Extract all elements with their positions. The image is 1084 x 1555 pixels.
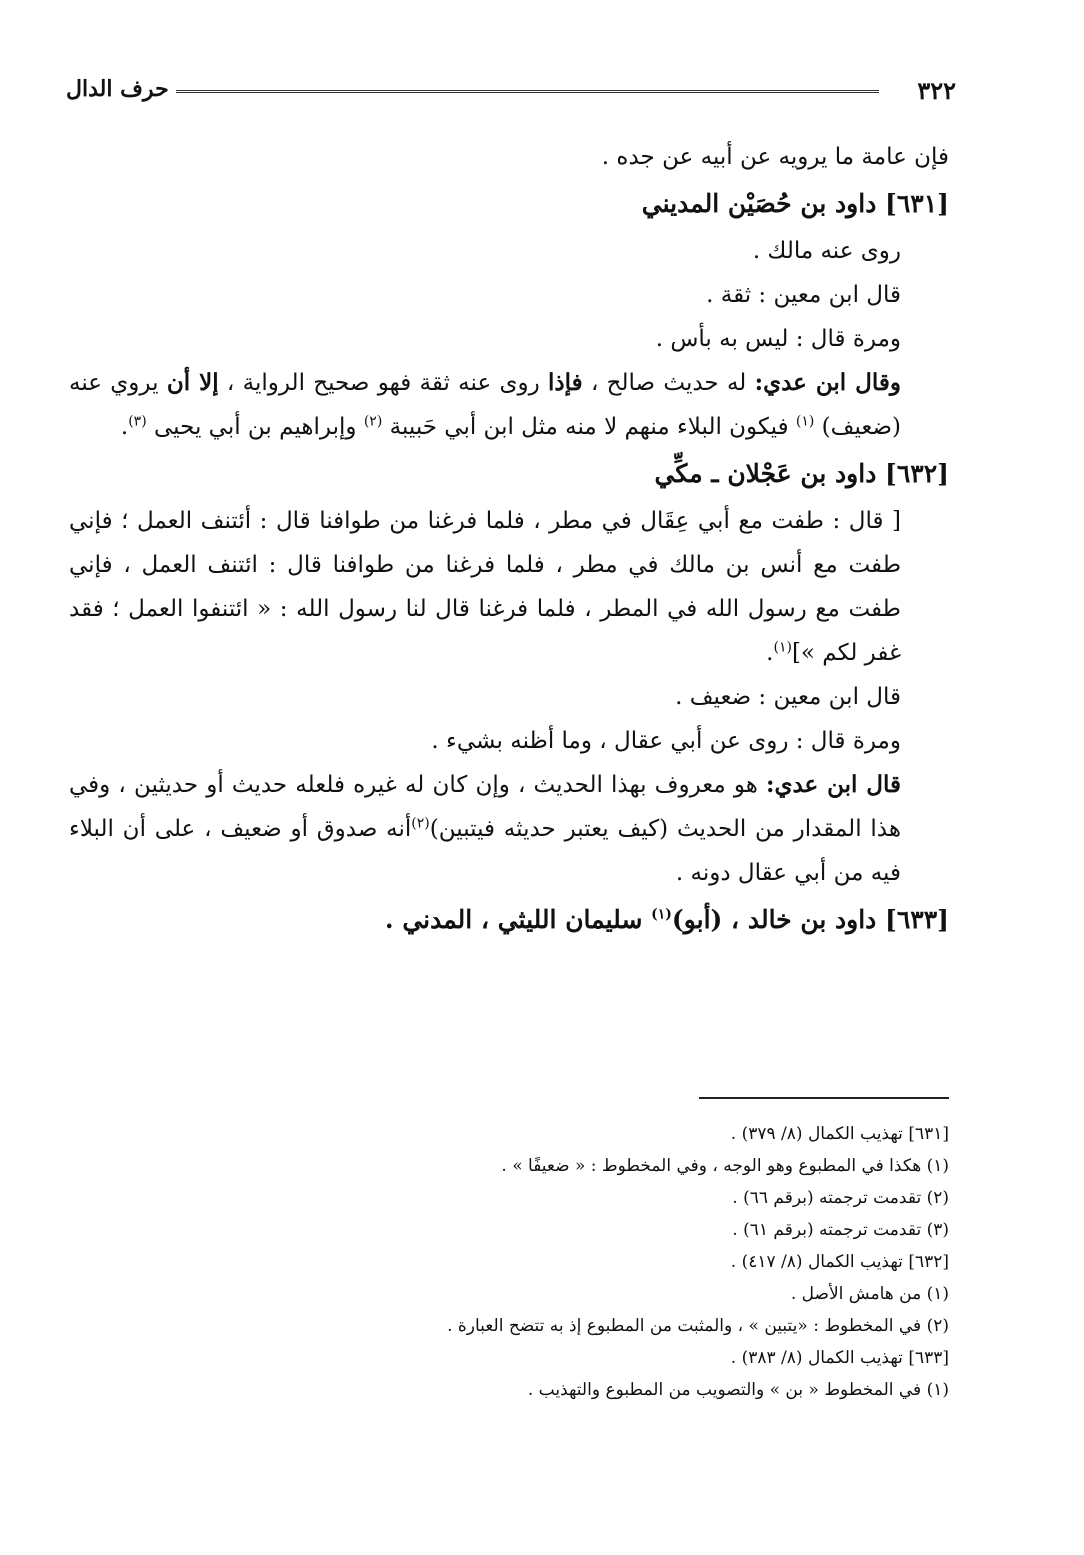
text-run: هو معروف بهذا الحديث ، وإن كان له غيره فلعله حديث أو حديثين ، وفي هذا المقدار من الحديث (كيف يعتبر حديثه فيتبين): [69, 772, 901, 842]
page-number: ٣٢٢: [917, 76, 956, 105]
footnote: [٦٣١] تهذيب الكمال (٨/ ٣٧٩) .: [730, 1124, 949, 1144]
footnote-ref[interactable]: (١): [795, 413, 815, 430]
text-run: .: [120, 414, 129, 440]
text-run: [٦٣٣] داود بن خالد ، (أبو): [671, 905, 949, 934]
entry-631-ibn-adi: [69, 361, 949, 449]
entry-631-line: روى عنه مالك .: [752, 238, 901, 264]
ibn-adi-label: وقال ابن عدي:: [754, 369, 902, 396]
main-text: [69, 135, 949, 945]
text-run: يروي عنه (ضعيف): [69, 370, 901, 440]
text-run-bold: إلا أن: [166, 369, 219, 396]
entry-632-line: ومرة قال : روى عن أبي عقال ، وما أظنه بشيء .: [431, 728, 901, 754]
footnote: [٦٣٣] تهذيب الكمال (٨/ ٣٨٣) .: [730, 1348, 949, 1368]
chapter-title: حرف الدال: [66, 76, 169, 102]
footnote: (٣) تقدمت ترجمته (برقم ٦١) .: [732, 1220, 949, 1240]
entry-631-line: قال ابن معين : ثقة .: [706, 282, 901, 308]
text-run: سليمان الليثي ، المدني .: [384, 905, 652, 934]
header-rule: [176, 90, 879, 93]
text-run: [ قال : طفت مع أبي عِقَال في مطر ، فلما فرغنا من طوافنا قال : أئتنف العمل ؛ فإني طفت مع أنس بن مالك في مطر ، فلما فرغنا من طوافنا قال : ائتنف العمل ، فإني طفت مع رسول الله في المطر ، فلما فرغنا قال لنا رسول الله : « ائتنفوا العمل ؛ فقد غفر لكم »]: [69, 508, 901, 666]
footnote-ref[interactable]: (٣): [128, 413, 147, 430]
text-run: فيكون البلاء منهم لا منه مثل ابن أبي حَبيبة: [382, 414, 796, 440]
ibn-adi-label: قال ابن عدي:: [765, 771, 901, 798]
entry-632-line: قال ابن معين : ضعيف .: [675, 684, 901, 710]
footnote: (١) هكذا في المطبوع وهو الوجه ، وفي المخطوط : « ضعيفًا » .: [501, 1156, 949, 1176]
footnote: (١) من هامش الأصل .: [790, 1284, 949, 1304]
footnote: (٢) في المخطوط : «يتبين » ، والمثبت من المطبوع إذ به تتضح العبارة .: [447, 1316, 949, 1336]
text-run: وإبراهيم بن أبي يحيى: [146, 414, 364, 440]
footnote-ref[interactable]: (١): [651, 906, 672, 923]
text-run: .: [766, 640, 774, 666]
footnote-separator: [699, 1097, 949, 1099]
footnotes: [69, 1118, 949, 1406]
footnote: (٢) تقدمت ترجمته (برقم ٦٦) .: [732, 1188, 949, 1208]
entry-632-heading: [٦٣٢] داود بن عَجْلان ـ مكِّي: [654, 459, 949, 488]
footnote-ref[interactable]: (٢): [363, 413, 383, 430]
entry-631-heading: [٦٣١] داود بن حُصَيْن المديني: [641, 189, 949, 218]
text-run: أنه صدوق أو ضعيف ، على أن البلاء فيه من أبي عقال دونه .: [69, 816, 901, 886]
text-run: له حديث صالح ،: [582, 370, 755, 396]
text-run: روى عنه ثقة فهو صحيح الرواية ،: [218, 370, 548, 396]
text-run-bold: فإذا: [548, 369, 583, 396]
intro-line: فإن عامة ما يرويه عن أبيه عن جده .: [601, 144, 949, 170]
entry-631-line: ومرة قال : ليس به بأس .: [655, 326, 901, 352]
entry-633-heading: [69, 895, 949, 945]
footnote: (١) في المخطوط « بن » والتصويب من المطبوع والتهذيب .: [527, 1380, 949, 1400]
footnote-ref[interactable]: (٢): [411, 815, 430, 832]
entry-632-ibn-adi: [69, 763, 949, 895]
footnote-ref[interactable]: (١): [773, 639, 792, 656]
entry-632-story: [69, 499, 949, 675]
footnote: [٦٣٢] تهذيب الكمال (٨/ ٤١٧) .: [730, 1252, 949, 1272]
